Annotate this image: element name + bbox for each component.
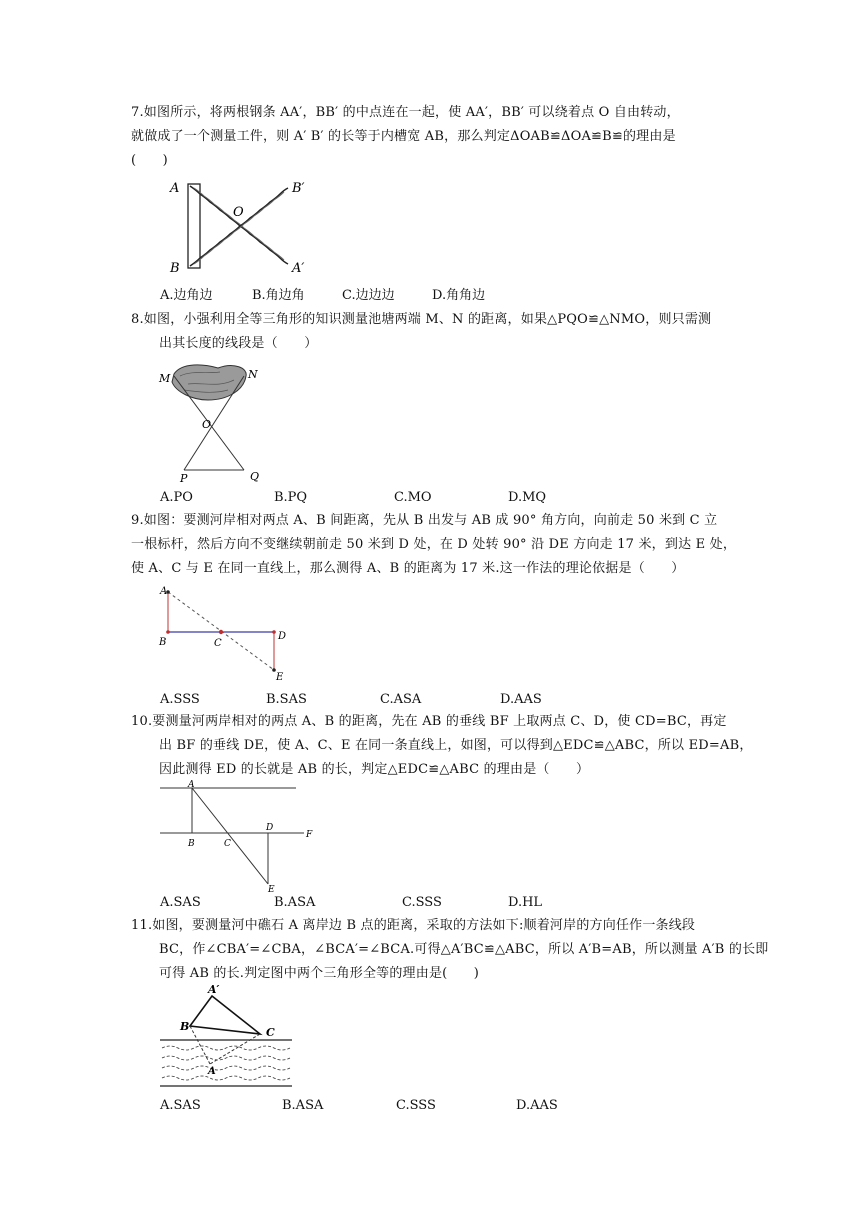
question-7-option-a[interactable]: A.边角边 — [160, 288, 213, 303]
question-7-text — [131, 101, 761, 173]
question-9-option-b[interactable]: B.SAS — [266, 692, 307, 707]
water-wave-2 — [162, 1056, 290, 1060]
question-11-line-2: BC，作∠CBA′=∠CBA，∠BCA′=∠BCA.可得△A′BC≌△ABC，所以 A′B=AB，所以测量 A′B 的长即 — [159, 942, 769, 957]
label-A: A — [160, 586, 168, 597]
label-Q: Q — [250, 470, 260, 482]
triangle-a-prime-bc — [190, 996, 260, 1034]
water-wave-4 — [162, 1076, 290, 1080]
question-9-line-3: 使 A、C 与 E 在同一直线上，那么测得 A、B 的距离为 17 米.这一作法的理论依据是（ ） — [131, 561, 685, 576]
question-7-figure — [160, 176, 320, 276]
question-9-line-2: 一根标杆，然后方向不变继续朝前走 50 米到 D 处，在 D 处转 90° 沿 DE 方向走 17 米，到达 E 处， — [131, 537, 737, 552]
question-11-figure — [158, 984, 298, 1090]
bar-aa-prime-edge — [194, 188, 284, 260]
label-B: B — [180, 1020, 190, 1033]
label-D: D — [266, 823, 274, 833]
label-B: B — [170, 261, 180, 276]
question-9-option-a[interactable]: A.SSS — [160, 692, 200, 707]
water-wave-1 — [162, 1046, 290, 1050]
question-7-option-d[interactable]: D.角角边 — [432, 288, 486, 303]
bar-bb-prime — [190, 188, 288, 266]
label-D: D — [278, 631, 287, 642]
water-wave-3 — [162, 1066, 290, 1070]
question-11-text — [131, 914, 769, 986]
label-C: C — [224, 839, 231, 849]
question-8-option-d[interactable]: D.MQ — [508, 490, 547, 505]
question-11-line-1: 11.如图，要测量河中礁石 A 离岸边 B 点的距离，采取的方法如下:顺着河岸的方向任作一条线段 — [131, 918, 696, 933]
segment-ae — [192, 788, 268, 884]
question-8-line-2: 出其长度的线段是（ ） — [159, 336, 318, 351]
question-9-option-d[interactable]: D.AAS — [500, 692, 542, 707]
label-N: N — [248, 368, 258, 381]
question-8-option-b[interactable]: B.PQ — [274, 490, 308, 505]
question-7-line-3: ( ) — [131, 153, 168, 168]
question-11-option-d[interactable]: D.AAS — [516, 1098, 558, 1113]
question-11-option-c[interactable]: C.SSS — [396, 1098, 436, 1113]
question-10-option-c[interactable]: C.SSS — [402, 895, 442, 910]
label-C: C — [214, 638, 222, 649]
question-10-option-d[interactable]: D.HL — [508, 895, 543, 910]
question-9-figure — [156, 584, 296, 684]
question-11-option-b[interactable]: B.ASA — [282, 1098, 324, 1113]
label-C: C — [266, 1026, 275, 1039]
label-B: B — [159, 637, 167, 648]
label-M: M — [159, 372, 171, 385]
label-P: P — [180, 472, 188, 482]
label-B: B — [188, 839, 195, 849]
bar-bb-prime-edge — [194, 192, 284, 264]
question-9-text — [131, 509, 761, 581]
question-10-text — [131, 710, 761, 782]
point-C — [219, 630, 223, 634]
pond-shape — [172, 365, 246, 400]
question-9-option-c[interactable]: C.ASA — [380, 692, 422, 707]
label-E: E — [276, 672, 284, 683]
label-O: O — [233, 205, 244, 220]
question-9-line-1: 9.如图：要测河岸相对两点 A、B 间距离，先从 B 出发与 AB 成 90° 角方向，向前走 50 米到 C 立 — [131, 513, 718, 528]
label-A: A — [208, 1066, 216, 1077]
question-8-option-c[interactable]: C.MO — [394, 490, 432, 505]
question-10-line-1: 10.要测量河两岸相对的两点 A、B 的距离，先在 AB 的垂线 BF 上取两点 C、D，使 CD=BC，再定 — [131, 714, 727, 729]
label-A: A — [188, 780, 195, 790]
groove-rect — [188, 184, 200, 268]
bar-aa-prime — [190, 186, 288, 264]
label-E: E — [268, 885, 275, 892]
label-A: A — [170, 181, 180, 196]
label-B-prime: B′ — [292, 181, 305, 196]
label-F: F — [306, 830, 313, 840]
label-A-prime: A′ — [292, 261, 305, 276]
question-10-figure — [158, 778, 318, 892]
question-11-line-3: 可得 AB 的长.判定图中两个三角形全等的理由是( ) — [159, 966, 480, 981]
question-7-option-b[interactable]: B.角边角 — [252, 288, 305, 303]
point-B — [166, 630, 170, 634]
question-11-option-a[interactable]: A.SAS — [160, 1098, 201, 1113]
question-8-text — [131, 308, 761, 356]
label-O: O — [202, 418, 212, 431]
segment-ca — [210, 1034, 260, 1064]
point-D — [272, 630, 276, 634]
label-A-prime: A′ — [208, 984, 220, 996]
question-10-line-2: 出 BF 的垂线 DE，使 A、C、E 在同一条直线上，如图，可以得到△EDC≌△ABC，所以 ED=AB， — [159, 738, 753, 753]
question-8-figure — [158, 360, 278, 482]
question-10-option-b[interactable]: B.ASA — [274, 895, 316, 910]
question-10-option-a[interactable]: A.SAS — [160, 895, 201, 910]
question-10-line-3: 因此测得 ED 的长就是 AB 的长，判定△EDC≌△ABC 的理由是（ ） — [159, 762, 590, 777]
question-7-option-c[interactable]: C.边边边 — [342, 288, 395, 303]
question-7-line-1: 7.如图所示，将两根钢条 AA′，BB′ 的中点连在一起，使 AA′，BB′ 可以绕着点 O 自由转动， — [131, 105, 680, 120]
question-8-line-1: 8.如图，小强利用全等三角形的知识测量池塘两端 M、N 的距离，如果△PQO≌△NMO，则只需测 — [131, 312, 712, 327]
question-7-line-2: 就做成了一个测量工件，则 A′ B′ 的长等于内槽宽 AB，那么判定ΔOAB≌ΔOA≌B≌的理由是 — [131, 129, 676, 144]
question-8-option-a[interactable]: A.PO — [160, 490, 193, 505]
